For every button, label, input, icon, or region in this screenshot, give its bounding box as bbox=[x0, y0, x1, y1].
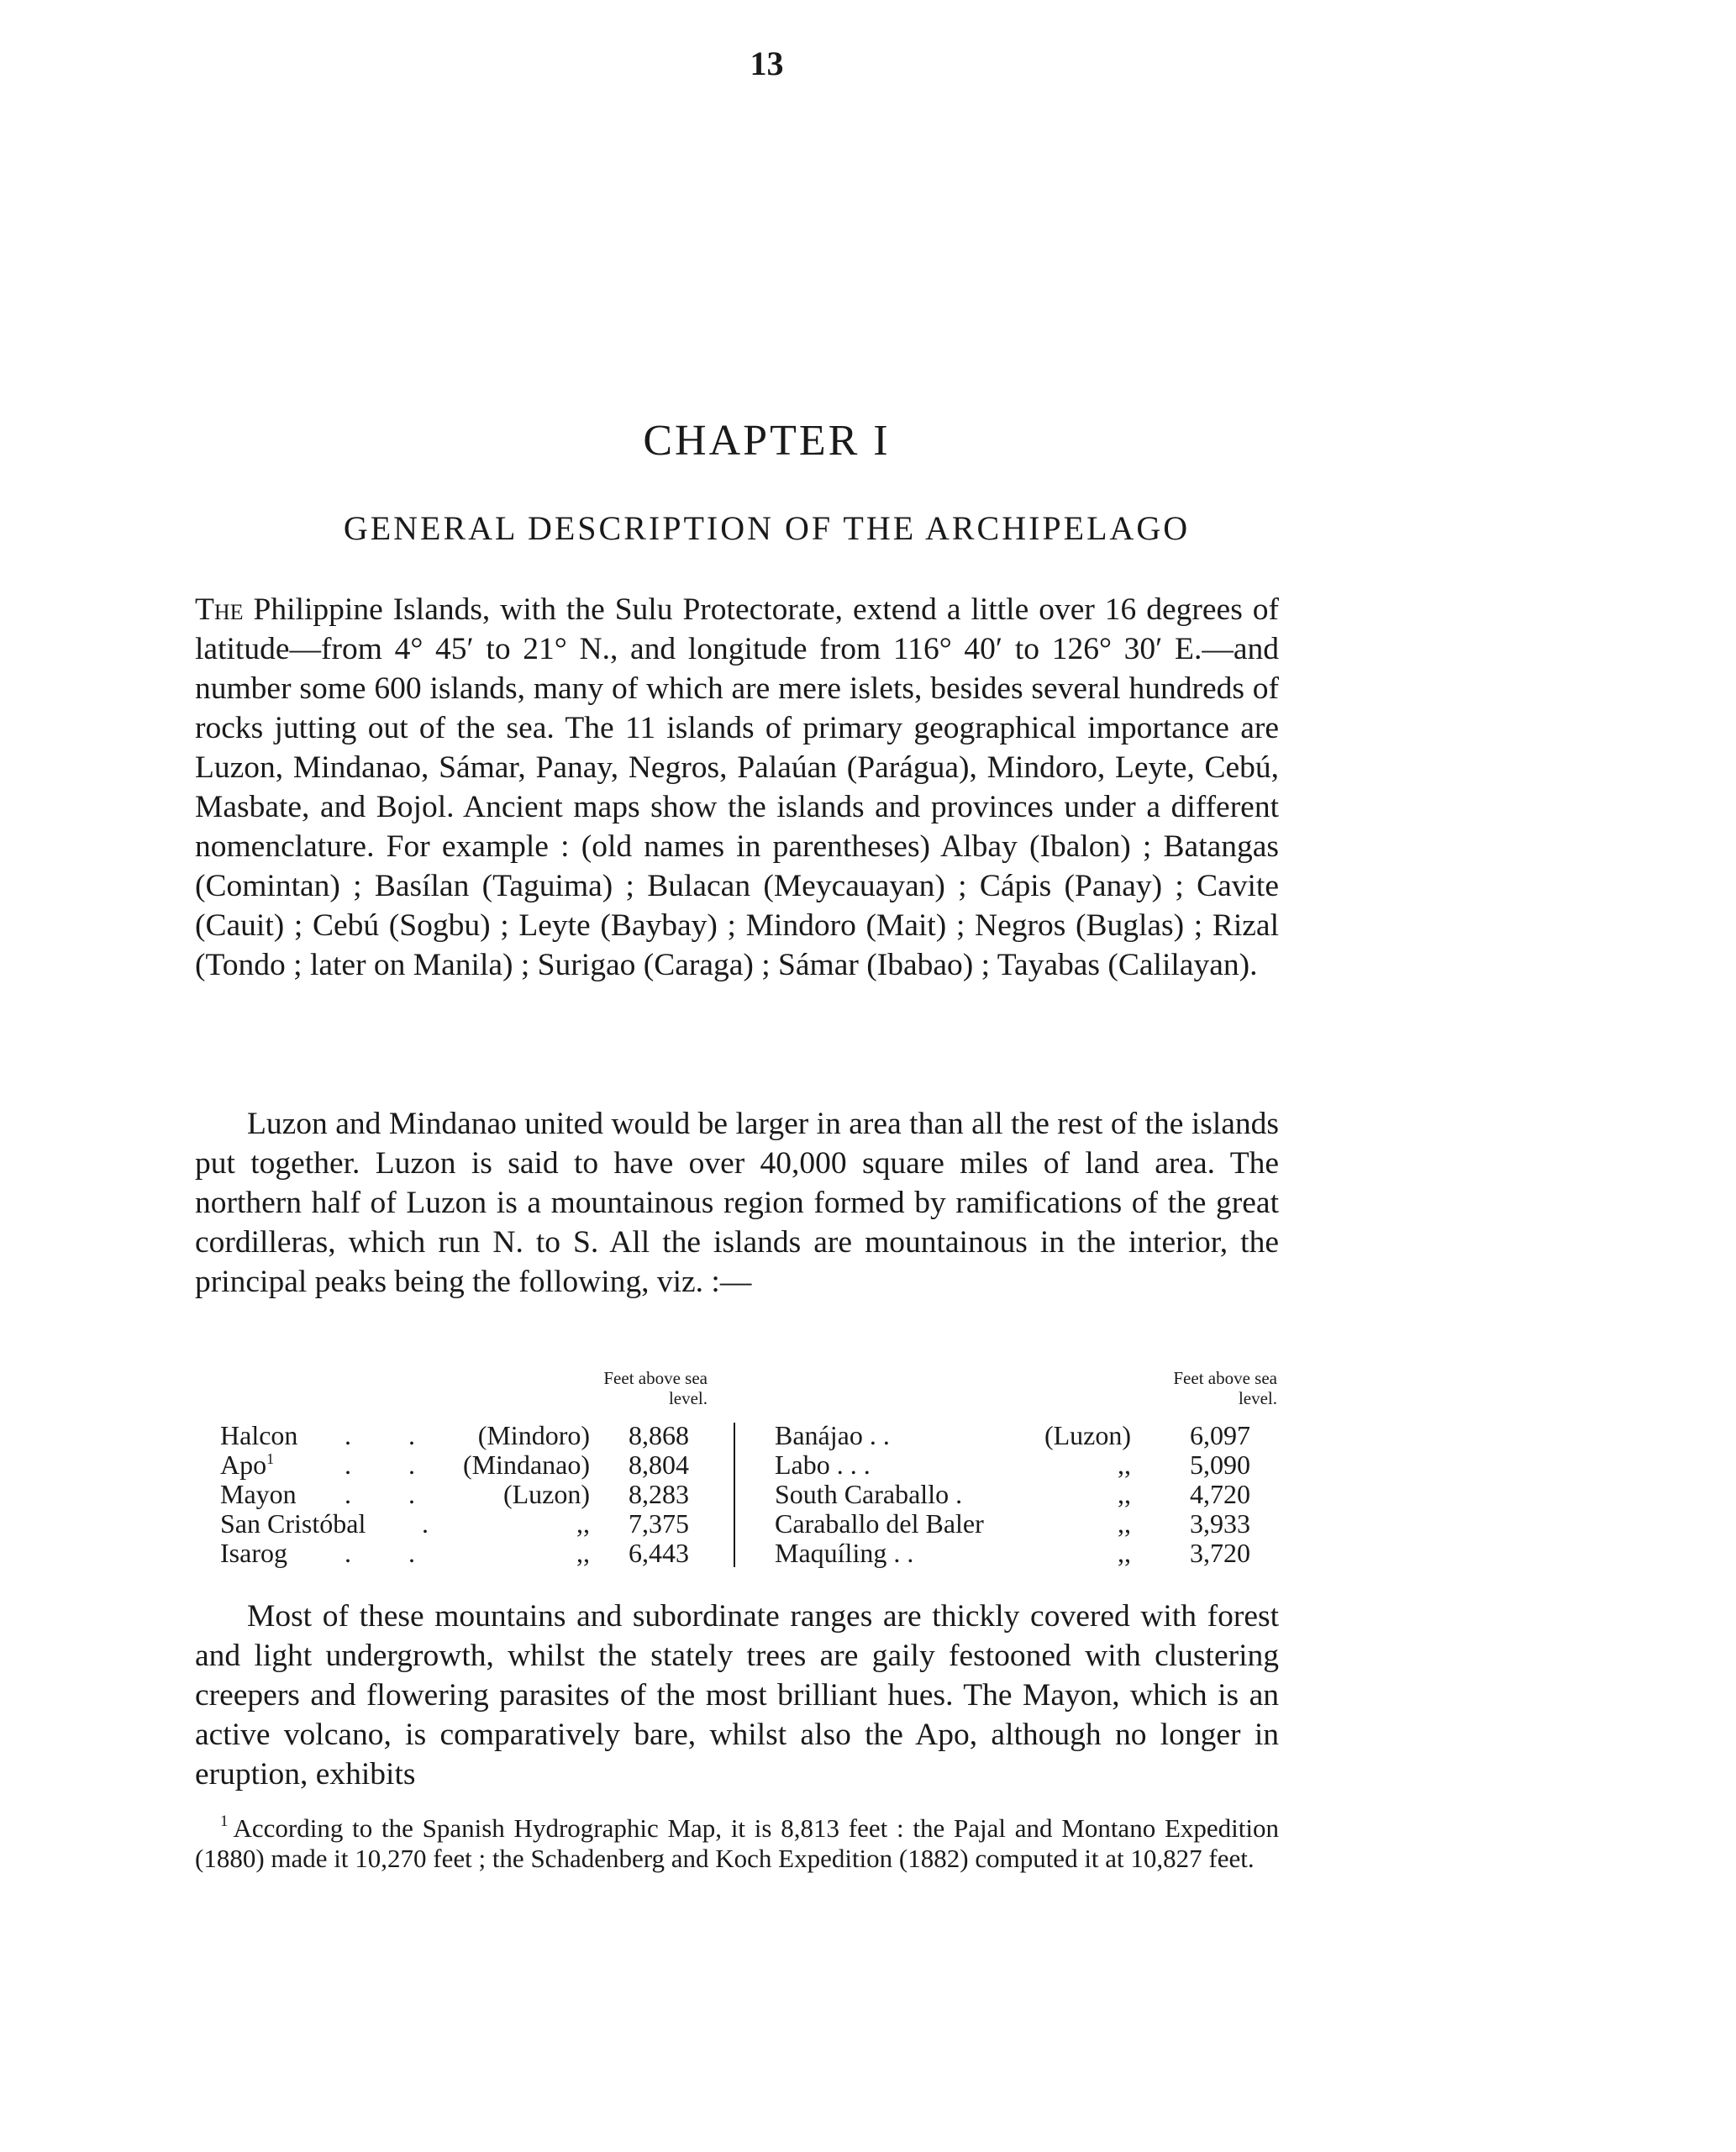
table-row bbox=[220, 1421, 1279, 1450]
leader-dots: . . bbox=[345, 1479, 440, 1509]
peak-region: (Mindanao) bbox=[462, 1450, 590, 1480]
peak-height: 7,375 bbox=[629, 1508, 689, 1539]
peak-name: Isarog bbox=[220, 1538, 287, 1568]
peak-height: 4,720 bbox=[1190, 1479, 1250, 1509]
peak-height: 6,443 bbox=[629, 1538, 689, 1568]
peak-region: ,, bbox=[1118, 1508, 1131, 1539]
peak-region: (Mindoro) bbox=[477, 1420, 590, 1450]
paragraph-3 bbox=[195, 1597, 1279, 1794]
peak-name: South Caraballo . bbox=[775, 1479, 963, 1509]
footnote-reference: 1 bbox=[266, 1450, 275, 1467]
paragraph-lead-word: The bbox=[195, 592, 244, 627]
table-row bbox=[220, 1539, 1279, 1568]
peak-name: Labo . . . bbox=[775, 1450, 871, 1480]
peak-name: Caraballo del Baler bbox=[775, 1508, 984, 1539]
peak-region: (Luzon) bbox=[1044, 1420, 1131, 1450]
chapter-subtitle: GENERAL DESCRIPTION OF THE ARCHIPELAGO bbox=[343, 509, 1191, 547]
footnote-text: According to the Spanish Hydrographic Map, it is 8,813 feet : the Pajal and Montano Expedition (1880) made it 10,270 feet ; the Schadenberg and Koch Expedition (1882) computed it at 10,827 feet. bbox=[195, 1813, 1279, 1873]
peak-height: 3,720 bbox=[1190, 1538, 1250, 1568]
peak-name: Banájao . . bbox=[775, 1420, 890, 1450]
table-header-left: Feet above sea level. bbox=[603, 1368, 708, 1408]
peak-name: Halcon bbox=[220, 1420, 298, 1450]
leader-dots: . . bbox=[345, 1420, 440, 1450]
peak-name-text: Apo bbox=[220, 1450, 267, 1480]
peak-name: San Cristóbal bbox=[220, 1508, 366, 1539]
peak-region: ,, bbox=[1118, 1450, 1131, 1480]
table-row bbox=[220, 1450, 1279, 1480]
peak-region: ,, bbox=[1118, 1538, 1131, 1568]
peak-name: Maquíling . . bbox=[775, 1538, 914, 1568]
peak-region: ,, bbox=[576, 1538, 590, 1568]
table-row bbox=[220, 1509, 1279, 1539]
peak-region: ,, bbox=[576, 1508, 590, 1539]
chapter-title: CHAPTER I bbox=[643, 417, 891, 465]
peak-height: 8,868 bbox=[629, 1420, 689, 1450]
paragraph-1-text: Philippine Islands, with the Sulu Protectorate, extend a little over 16 degrees of latitude—from 4° 45′ to 21° N., and longitude from 116° 40′ to 126° 30′ E.—and number some 600 islands, many of which are mere islets, besides several hundreds of rocks jutting out of the sea. The 11 islands of primary geographical importance are Luzon, Mindanao, Sámar, Panay, Negros, Palaúan (Parágua), Mindoro, Leyte, Cebú, Masbate, and Bojol. Ancient maps show the islands and provinces under a different nomenclature. For example : (old names in parentheses) Albay (Ibalon) ; Batangas (Comintan) ; Basílan (Taguima) ; Bulacan (Meycauayan) ; Cápis (Panay) ; Cavite (Cauit) ; Cebú (Sogbu) ; Leyte (Baybay) ; Mindoro (Mait) ; Negros (Buglas) ; Rizal (Tondo ; later on Manila) ; Surigao (Caraga) ; Sámar (Ibabao) ; Tayabas (Calilayan). bbox=[195, 592, 1279, 982]
peak-region: ,, bbox=[1118, 1479, 1131, 1509]
peak-name bbox=[220, 1450, 274, 1480]
page-number: 13 bbox=[750, 45, 784, 82]
table-header-right: Feet above sea level. bbox=[1173, 1368, 1277, 1408]
paragraph-2-text: Luzon and Mindanao united would be larger in area than all the rest of the islands put together. Luzon is said to have over 40,000 square miles of land area. The northern half of Luzon is a mountainous region formed by ramifications of the great cordilleras, which run N. to S. All the islands are mountainous in the interior, the principal peaks being the following, viz. :— bbox=[195, 1107, 1279, 1299]
leader-dots: . . bbox=[345, 1538, 440, 1568]
leader-dots: . bbox=[422, 1508, 454, 1539]
peak-region: (Luzon) bbox=[502, 1479, 590, 1509]
peak-height: 5,090 bbox=[1190, 1450, 1250, 1480]
footnote bbox=[195, 1813, 1279, 1874]
peak-name: Mayon bbox=[220, 1479, 297, 1509]
paragraph-3-text: Most of these mountains and subordinate ranges are thickly covered with forest and light undergrowth, whilst the stately trees are gaily festooned with clustering creepers and flowering parasites of the most brilliant hues. The Mayon, which is an active volcano, is comparatively bare, whilst also the Apo, although no longer in eruption, exhibits bbox=[195, 1599, 1279, 1792]
peak-height: 8,804 bbox=[629, 1450, 689, 1480]
leader-dots: . . bbox=[345, 1450, 440, 1480]
table-row bbox=[220, 1480, 1279, 1509]
footnote-mark: 1 bbox=[220, 1813, 229, 1830]
peak-height: 8,283 bbox=[629, 1479, 689, 1509]
peaks-table bbox=[220, 1368, 1279, 1574]
peak-height: 3,933 bbox=[1190, 1508, 1250, 1539]
peak-height: 6,097 bbox=[1190, 1420, 1250, 1450]
paragraph-1 bbox=[195, 590, 1279, 985]
paragraph-2 bbox=[195, 1104, 1279, 1302]
